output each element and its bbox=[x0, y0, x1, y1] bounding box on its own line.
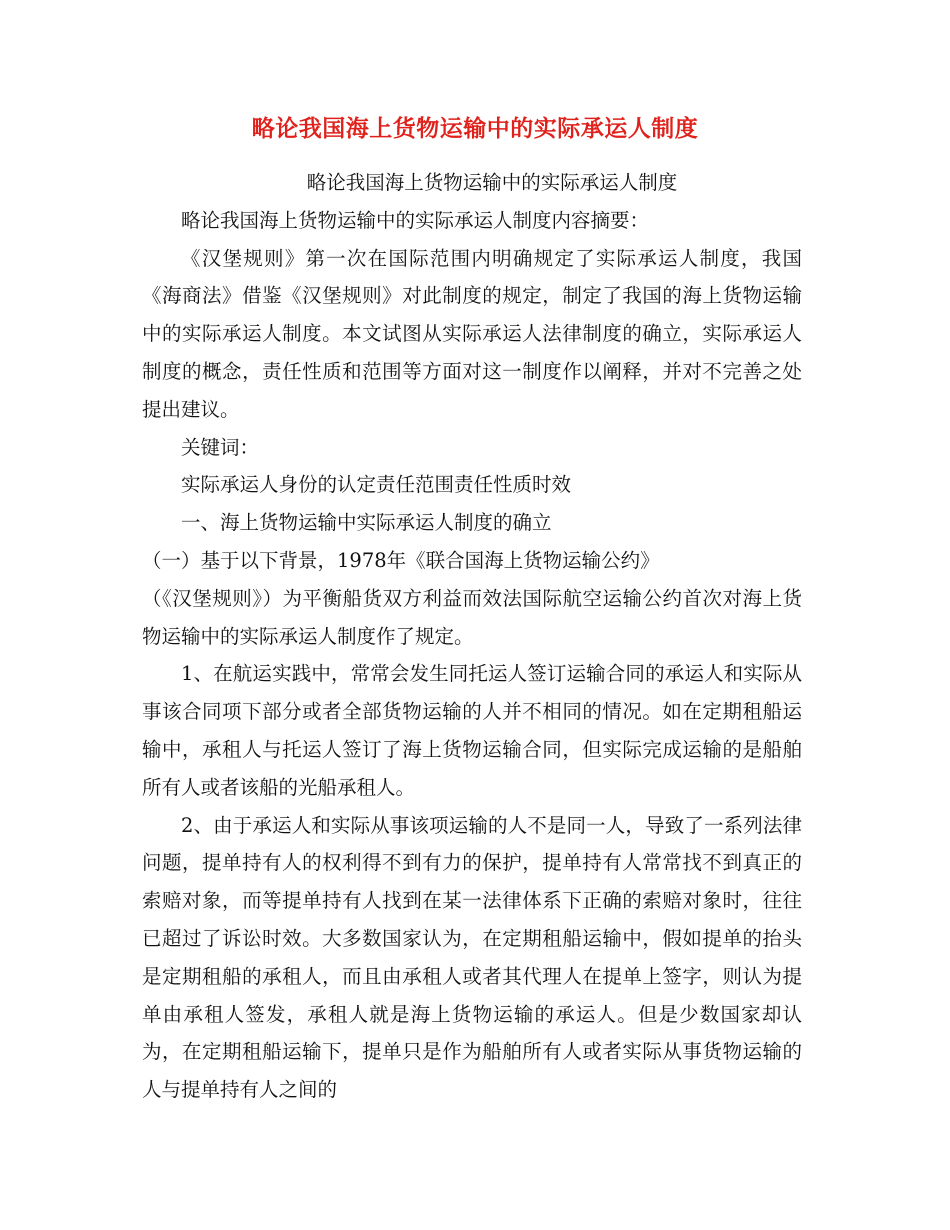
background-paragraph-first-line: （一）基于以下背景，1978年《联合国海上货物运输公约》 bbox=[142, 548, 660, 572]
keywords-text: 实际承运人身份的认定责任范围责任性质时效 bbox=[181, 473, 572, 497]
background-paragraph-rest: （《汉堡规则》）为平衡船货双方利益而效法国际航空运输公约首次对海上货物运输中的实际承运人制度作了规定。 bbox=[142, 586, 802, 648]
keywords-label: 关键词： bbox=[181, 435, 260, 459]
abstract-heading: 略论我国海上货物运输中的实际承运人制度内容摘要： bbox=[181, 208, 650, 232]
document-title: 略论我国海上货物运输中的实际承运人制度 bbox=[251, 115, 699, 142]
document-subtitle: 略论我国海上货物运输中的实际承运人制度 bbox=[306, 171, 678, 194]
point-2-paragraph: 2、由于承运人和实际从事该项运输的人不是同一人，导致了一系列法律问题，提单持有人的权利得不到有力的保护，提单持有人常常找不到真正的索赔对象，而等提单持有人找到在某一法律体系下正确的索赔对象时，往往已超过了诉讼时效。大多数国家认为，在定期租船运输中，假如提单的抬头是定期租船的承租人，而且由承租人或者其代理人在提单上签字，则认为提单由承租人签发，承租人就是海上货物运输的承运人。但是少数国家却认为，在定期租船运输下，提单只是作为船舶所有人或者实际从事货物运输的人与提单持有人之间的 bbox=[142, 813, 802, 1102]
abstract-paragraph: 《汉堡规则》第一次在国际范围内明确规定了实际承运人制度，我国《海商法》借鉴《汉堡规则》对此制度的规定，制定了我国的海上货物运输中的实际承运人制度。本文试图从实际承运人法律制度的确立，实际承运人制度的概念，责任性质和范围等方面对这一制度作以阐释，并对不完善之处提出建议。 bbox=[142, 246, 802, 421]
document-body bbox=[142, 164, 802, 1109]
section-heading: 一、海上货物运输中实际承运人制度的确立 bbox=[181, 511, 552, 535]
point-1-paragraph: 1、在航运实践中，常常会发生同托运人签订运输合同的承运人和实际从事该合同项下部分或者全部货物运输的人并不相同的情况。如在定期租船运输中，承租人与托运人签订了海上货物运输合同，但实际完成运输的是船舶所有人或者该船的光船承租人。 bbox=[142, 662, 802, 799]
